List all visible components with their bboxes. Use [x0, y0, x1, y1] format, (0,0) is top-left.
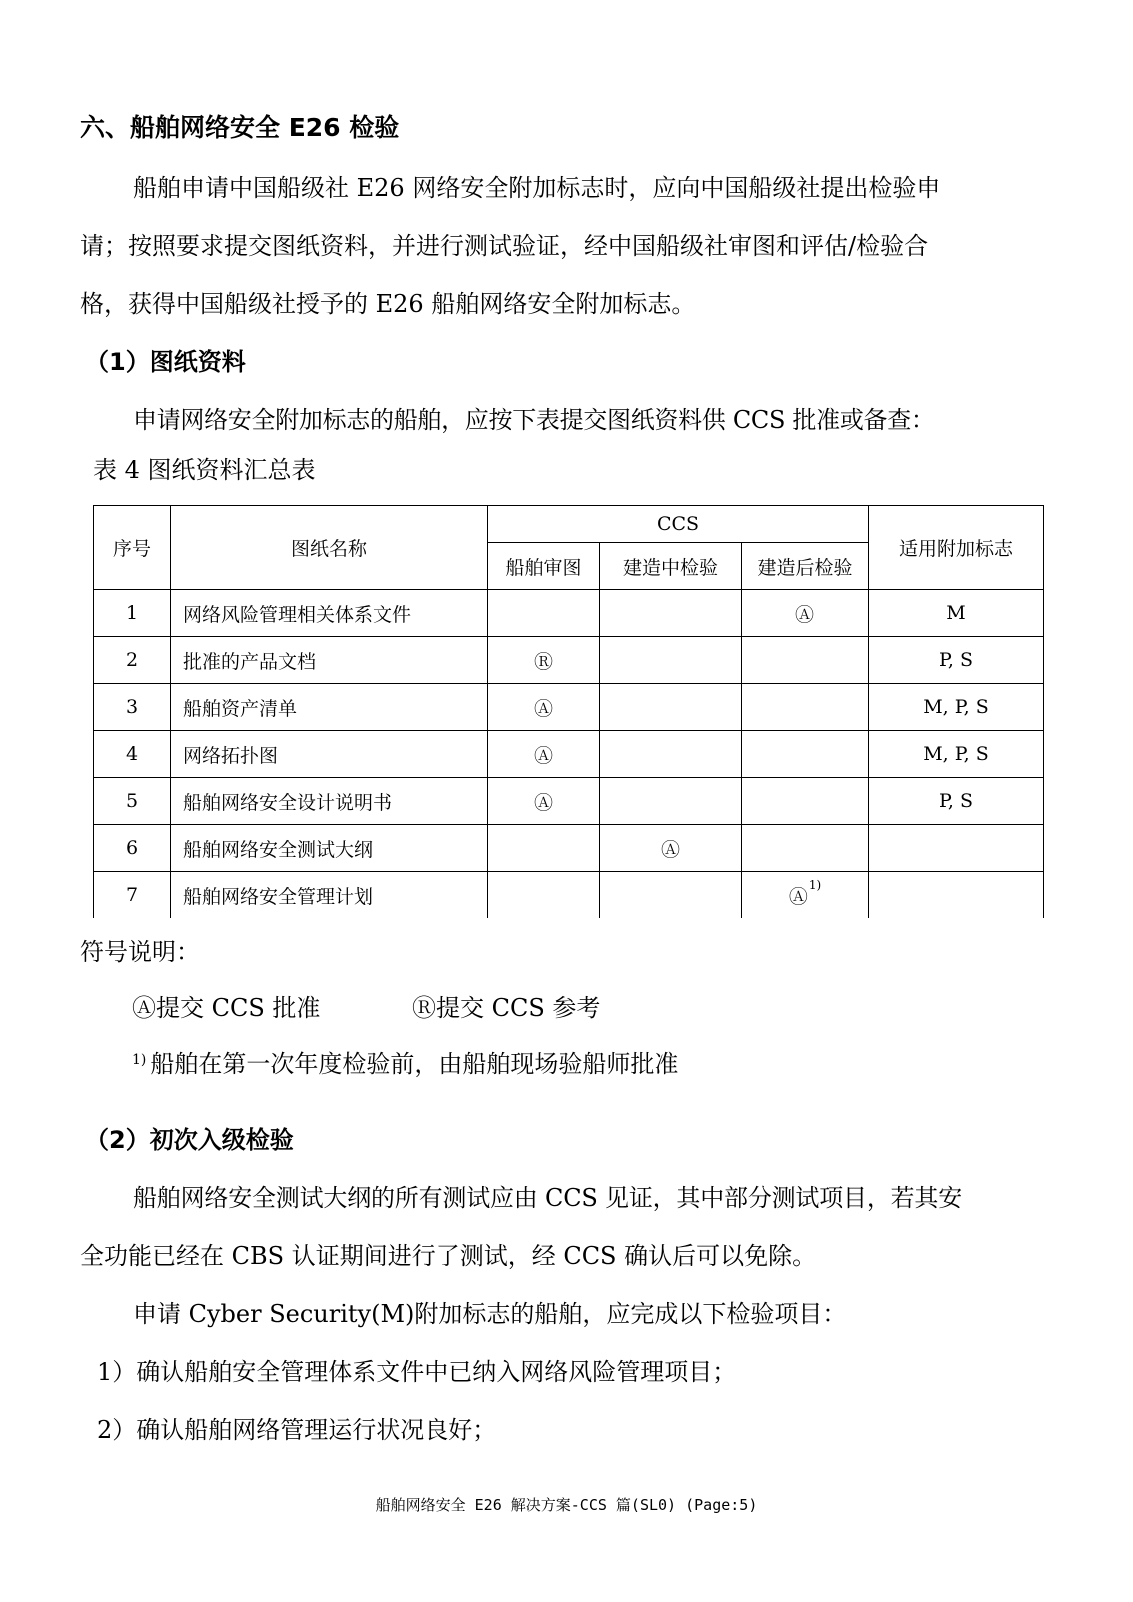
row-no: 3	[94, 684, 171, 731]
row-drawing-name: 船舶网络安全管理计划	[171, 872, 488, 919]
row-no: 6	[94, 825, 171, 872]
header-drawing-name: 图纸名称	[171, 506, 488, 590]
after-footnote-mark: 1)	[808, 878, 822, 893]
intro-line-2: 请；按照要求提交图纸资料，并进行测试验证，经中国船级社审图和评估/检验合	[80, 232, 929, 260]
table-row	[94, 684, 1044, 731]
table-caption: 表 4 图纸资料汇总表	[93, 456, 316, 484]
subsection-1-text: 申请网络安全附加标志的船舶，应按下表提交图纸资料供 CCS 批准或备查：	[133, 406, 935, 434]
row-during-construction	[600, 684, 742, 731]
list-item: 2）确认船舶网络管理运行状况良好；	[97, 1416, 497, 1444]
row-no: 1	[94, 590, 171, 637]
row-no: 5	[94, 778, 171, 825]
intro-line-1: 船舶申请中国船级社 E26 网络安全附加标志时，应向中国船级社提出检验申	[133, 174, 941, 202]
row-after-construction	[742, 684, 869, 731]
after-symbol: Ⓐ	[788, 885, 808, 908]
after-symbol: Ⓐ	[795, 603, 815, 626]
header-ccs: CCS	[488, 506, 869, 543]
row-notation: P, S	[869, 637, 1044, 684]
row-drawing-name: 网络风险管理相关体系文件	[171, 590, 488, 637]
row-notation	[869, 872, 1044, 919]
row-after-construction	[742, 872, 869, 919]
row-during-construction: Ⓐ	[600, 825, 742, 872]
row-drawing-name: 船舶网络安全设计说明书	[171, 778, 488, 825]
row-no: 7	[94, 872, 171, 919]
header-during-construction: 建造中检验	[600, 543, 742, 590]
subsection-2-text: 申请 Cyber Security(M)附加标志的船舶，应完成以下检验项目：	[133, 1300, 847, 1328]
row-plan-review: Ⓐ	[488, 731, 600, 778]
row-drawing-name: 网络拓扑图	[171, 731, 488, 778]
table-row	[94, 778, 1044, 825]
row-drawing-name: 船舶网络安全测试大纲	[171, 825, 488, 872]
legend-approve: Ⓐ提交 CCS 批准	[132, 994, 321, 1022]
row-after-construction	[742, 590, 869, 637]
row-during-construction	[600, 731, 742, 778]
intro-line-3: 格，获得中国船级社授予的 E26 船舶网络安全附加标志。	[80, 290, 696, 318]
page-footer: 船舶网络安全 E26 解决方案-CCS 篇(SL0) (Page:5)	[375, 1496, 758, 1514]
section-title: 六、船舶网络安全 E26 检验	[80, 113, 400, 142]
table-row	[94, 731, 1044, 778]
row-notation: M	[869, 590, 1044, 637]
table-row	[94, 825, 1044, 872]
footnote-mark: 1)	[132, 1052, 147, 1068]
footnote-text: 船舶在第一次年度检验前，由船舶现场验船师批准	[150, 1050, 679, 1078]
subsection-2-line-2: 全功能已经在 CBS 认证期间进行了测试，经 CCS 确认后可以免除。	[80, 1242, 817, 1270]
legend-title: 符号说明：	[80, 938, 200, 966]
row-after-construction	[742, 778, 869, 825]
row-plan-review	[488, 872, 600, 919]
list-item: 1）确认船舶安全管理体系文件中已纳入网络风险管理项目；	[97, 1358, 737, 1386]
table-row	[94, 637, 1044, 684]
header-notation: 适用附加标志	[869, 506, 1044, 590]
row-after-construction	[742, 825, 869, 872]
row-during-construction	[600, 872, 742, 919]
row-plan-review	[488, 825, 600, 872]
legend-reference: Ⓡ提交 CCS 参考	[412, 994, 601, 1022]
subsection-1-title: （1）图纸资料	[85, 348, 246, 376]
row-notation	[869, 825, 1044, 872]
row-notation: M, P, S	[869, 731, 1044, 778]
row-during-construction	[600, 637, 742, 684]
row-drawing-name: 批准的产品文档	[171, 637, 488, 684]
row-no: 2	[94, 637, 171, 684]
row-plan-review	[488, 590, 600, 637]
row-drawing-name: 船舶资产清单	[171, 684, 488, 731]
row-after-construction	[742, 731, 869, 778]
row-plan-review: Ⓡ	[488, 637, 600, 684]
header-after-construction: 建造后检验	[742, 543, 869, 590]
row-plan-review: Ⓐ	[488, 684, 600, 731]
row-no: 4	[94, 731, 171, 778]
row-during-construction	[600, 778, 742, 825]
row-during-construction	[600, 590, 742, 637]
table-row	[94, 590, 1044, 637]
row-after-construction	[742, 637, 869, 684]
header-plan-review: 船舶审图	[488, 543, 600, 590]
drawings-summary-table	[93, 505, 1044, 918]
row-notation: M, P, S	[869, 684, 1044, 731]
footnote	[132, 1044, 678, 1079]
subsection-2-title: （2）初次入级检验	[85, 1126, 294, 1154]
header-no: 序号	[94, 506, 171, 590]
subsection-2-line-1: 船舶网络安全测试大纲的所有测试应由 CCS 见证，其中部分测试项目，若其安	[133, 1184, 963, 1212]
table-row	[94, 872, 1044, 919]
row-notation: P, S	[869, 778, 1044, 825]
row-plan-review: Ⓐ	[488, 778, 600, 825]
